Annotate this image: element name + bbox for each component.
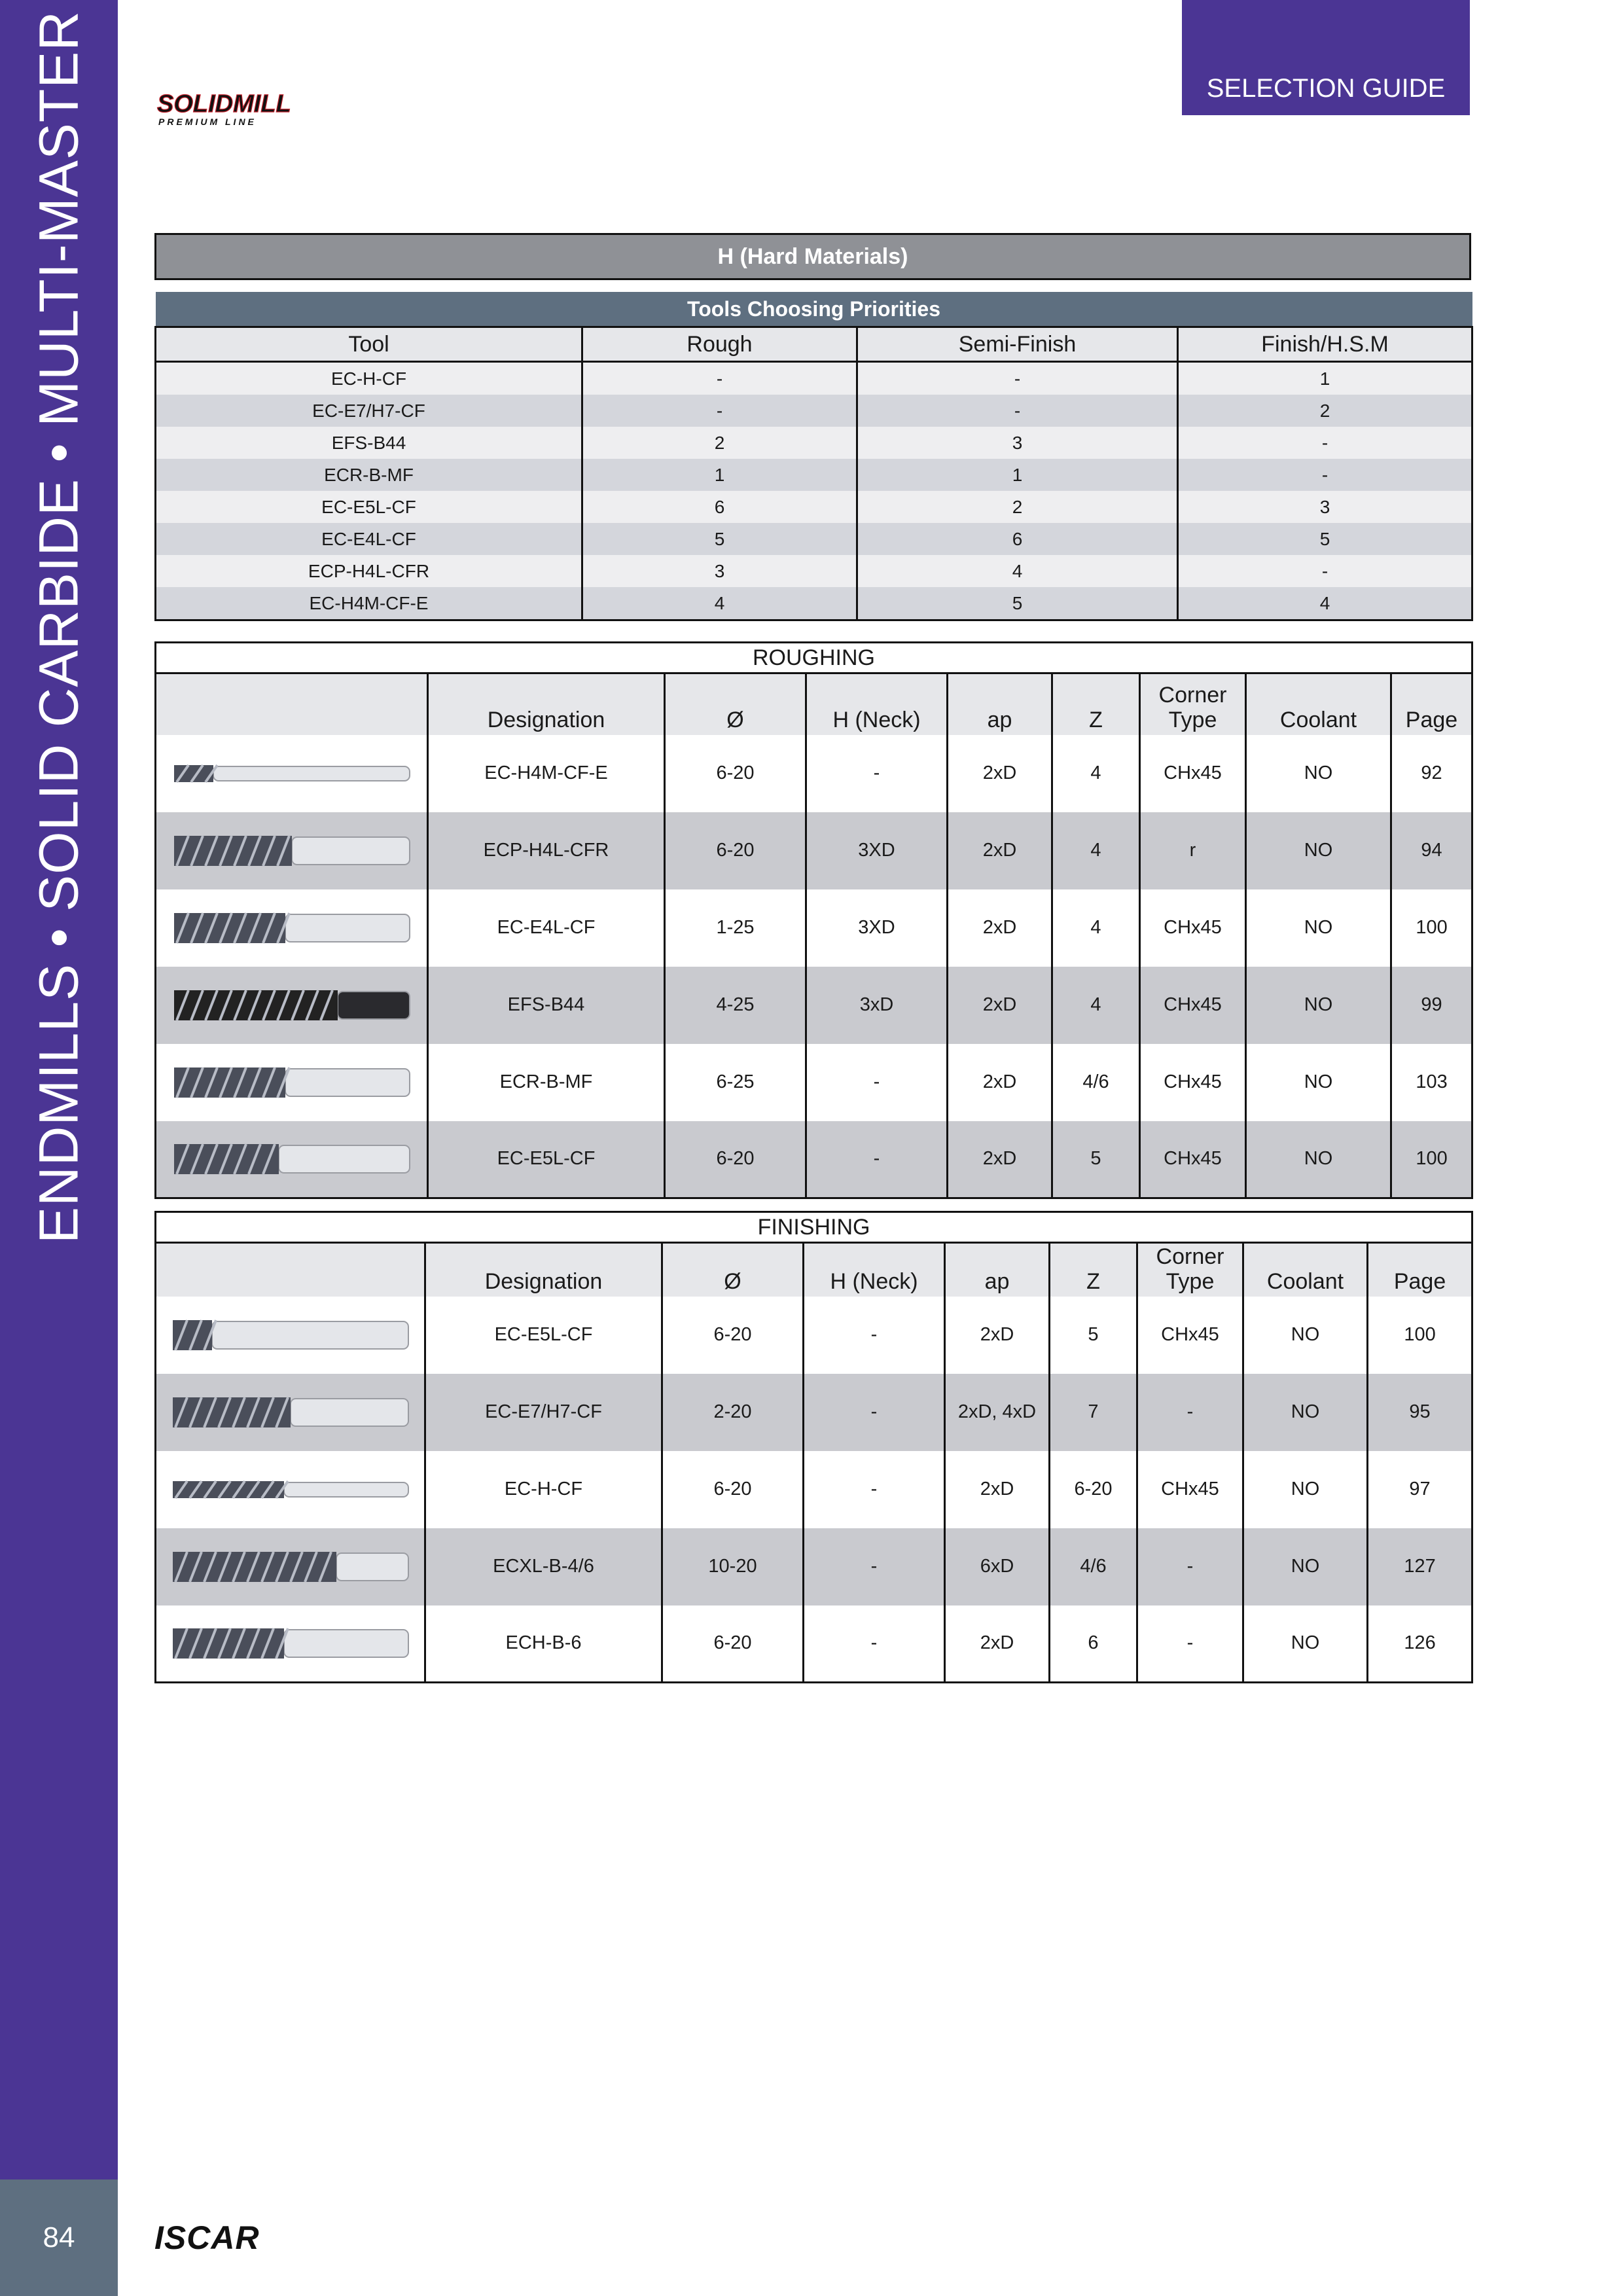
sidebar-title: ENDMILLS • SOLID CARBIDE • MULTI-MASTER: [27, 10, 90, 1244]
table-cell: -: [857, 362, 1178, 395]
table-cell: NO: [1246, 889, 1391, 967]
table-cell: 100: [1391, 889, 1472, 967]
table-cell: -: [857, 395, 1178, 427]
table-cell: NO: [1243, 1374, 1368, 1451]
tool-image-cell: [156, 1374, 425, 1451]
table-cell: 4: [1052, 812, 1140, 889]
column-header: Finish/H.S.M: [1178, 327, 1472, 362]
column-header: Z: [1050, 1243, 1137, 1297]
table-cell: 6: [857, 523, 1178, 555]
endmill-tool-image: [166, 1390, 415, 1435]
table-cell: 4: [857, 555, 1178, 587]
column-header: Corner Type: [1137, 1243, 1243, 1297]
tool-image-cell: [156, 735, 428, 812]
table-cell: EFS-B44: [428, 967, 665, 1044]
table-cell: 100: [1391, 1121, 1472, 1198]
table-cell: EC-E4L-CF: [428, 889, 665, 967]
table-cell: ECXL-B-4/6: [425, 1528, 662, 1605]
table-row: [156, 1374, 1472, 1451]
table-cell: NO: [1246, 812, 1391, 889]
table-row: [156, 1044, 1472, 1121]
selection-guide-tab: [1182, 0, 1470, 115]
table-cell: NO: [1243, 1528, 1368, 1605]
sidebar: [0, 0, 118, 2179]
table-cell: 2xD: [948, 889, 1052, 967]
table-row: [156, 1605, 1472, 1683]
table-cell: EC-H4M-CF-E: [156, 587, 582, 620]
table-cell: 2: [1178, 395, 1472, 427]
table-cell: 5: [1178, 523, 1472, 555]
tool-image-cell: [156, 1605, 425, 1683]
table-cell: 6: [582, 491, 857, 523]
table-cell: -: [1137, 1605, 1243, 1683]
table-cell: 6-20: [665, 812, 806, 889]
table-cell: NO: [1246, 967, 1391, 1044]
table-cell: 6-20: [662, 1605, 804, 1683]
solidmill-logo: [156, 88, 326, 128]
table-row: [156, 967, 1472, 1044]
table-cell: 4: [582, 587, 857, 620]
table-cell: 6-25: [665, 1044, 806, 1121]
table-cell: 6-20: [662, 1297, 804, 1374]
table-cell: 4: [1052, 735, 1140, 812]
table-row: [156, 587, 1472, 620]
table-cell: 2-20: [662, 1374, 804, 1451]
table-cell: 1: [582, 459, 857, 491]
table-cell: EC-H-CF: [425, 1451, 662, 1528]
table-cell: ECH-B-6: [425, 1605, 662, 1683]
roughing-title: ROUGHING: [156, 643, 1472, 673]
column-header: Semi-Finish: [857, 327, 1178, 362]
column-header: H (Neck): [806, 673, 948, 735]
column-header: Rough: [582, 327, 857, 362]
table-row: [156, 1528, 1472, 1605]
table-cell: EC-H4M-CF-E: [428, 735, 665, 812]
table-cell: -: [804, 1451, 945, 1528]
table-cell: 4/6: [1050, 1528, 1137, 1605]
finishing-title: FINISHING: [156, 1212, 1472, 1243]
priorities-table: [154, 292, 1473, 621]
table-row: [156, 523, 1472, 555]
table-cell: 4-25: [665, 967, 806, 1044]
table-cell: 4: [1052, 889, 1140, 967]
table-cell: -: [582, 395, 857, 427]
table-row: [156, 491, 1472, 523]
material-header: [154, 233, 1471, 280]
table-cell: 127: [1368, 1528, 1472, 1605]
table-cell: NO: [1243, 1297, 1368, 1374]
table-row: [156, 362, 1472, 395]
material-title: H (Hard Materials): [717, 243, 908, 269]
table-cell: -: [806, 1044, 948, 1121]
column-header: [156, 1243, 425, 1297]
table-cell: 7: [1050, 1374, 1137, 1451]
table-cell: 2xD: [945, 1605, 1050, 1683]
table-cell: 94: [1391, 812, 1472, 889]
table-cell: NO: [1246, 1044, 1391, 1121]
column-header: Page: [1368, 1243, 1472, 1297]
endmill-tool-image: [166, 1544, 415, 1590]
table-cell: 92: [1391, 735, 1472, 812]
column-header: Designation: [425, 1243, 662, 1297]
table-cell: r: [1140, 812, 1246, 889]
table-cell: 5: [857, 587, 1178, 620]
table-cell: 3xD: [806, 967, 948, 1044]
table-cell: 2: [582, 427, 857, 459]
table-cell: NO: [1243, 1605, 1368, 1683]
tool-image-cell: [156, 1297, 425, 1374]
table-cell: EC-E5L-CF: [428, 1121, 665, 1198]
column-header: Coolant: [1246, 673, 1391, 735]
table-row: [156, 812, 1472, 889]
table-cell: -: [804, 1605, 945, 1683]
table-row: [156, 395, 1472, 427]
table-row: [156, 1451, 1472, 1528]
column-header: Designation: [428, 673, 665, 735]
endmill-tool-image: [168, 751, 416, 797]
table-cell: 2xD: [948, 1044, 1052, 1121]
table-cell: CHx45: [1137, 1297, 1243, 1374]
table-cell: NO: [1246, 735, 1391, 812]
table-row: [156, 427, 1472, 459]
finishing-table: [154, 1211, 1473, 1683]
endmill-tool-image: [166, 1312, 415, 1358]
table-cell: CHx45: [1137, 1451, 1243, 1528]
column-header: Z: [1052, 673, 1140, 735]
table-cell: -: [804, 1528, 945, 1605]
endmill-tool-image: [168, 982, 416, 1028]
table-cell: 6: [1050, 1605, 1137, 1683]
table-cell: 2xD: [948, 967, 1052, 1044]
table-cell: 2xD: [948, 1121, 1052, 1198]
table-cell: 1: [1178, 362, 1472, 395]
table-cell: 5: [1050, 1297, 1137, 1374]
table-row: [156, 889, 1472, 967]
endmill-tool-image: [168, 905, 416, 951]
table-cell: ECR-B-MF: [428, 1044, 665, 1121]
table-row: [156, 555, 1472, 587]
table-cell: EC-E7/H7-CF: [425, 1374, 662, 1451]
table-cell: 5: [1052, 1121, 1140, 1198]
table-cell: 10-20: [662, 1528, 804, 1605]
table-cell: 99: [1391, 967, 1472, 1044]
table-cell: 4/6: [1052, 1044, 1140, 1121]
column-header: Tool: [156, 327, 582, 362]
endmill-tool-image: [168, 1060, 416, 1105]
endmill-tool-image: [168, 1136, 416, 1182]
table-cell: -: [1178, 459, 1472, 491]
table-cell: CHx45: [1140, 1121, 1246, 1198]
column-header: ap: [945, 1243, 1050, 1297]
table-cell: -: [1137, 1374, 1243, 1451]
table-cell: EC-H-CF: [156, 362, 582, 395]
table-cell: 4: [1178, 587, 1472, 620]
table-row: [156, 1297, 1472, 1374]
logo-text: SOLIDMILL: [157, 90, 291, 118]
priorities-title: Tools Choosing Priorities: [156, 292, 1472, 327]
column-header: Ø: [662, 1243, 804, 1297]
table-cell: -: [804, 1297, 945, 1374]
tool-image-cell: [156, 1451, 425, 1528]
table-cell: CHx45: [1140, 735, 1246, 812]
table-cell: 6-20: [662, 1451, 804, 1528]
endmill-tool-image: [168, 828, 416, 874]
column-header: Ø: [665, 673, 806, 735]
endmill-tool-image: [166, 1621, 415, 1666]
table-cell: EC-E5L-CF: [156, 491, 582, 523]
table-cell: 4: [1052, 967, 1140, 1044]
table-cell: -: [1137, 1528, 1243, 1605]
table-cell: EFS-B44: [156, 427, 582, 459]
table-cell: ECP-H4L-CFR: [428, 812, 665, 889]
table-cell: -: [1178, 555, 1472, 587]
table-cell: 1-25: [665, 889, 806, 967]
table-cell: ECR-B-MF: [156, 459, 582, 491]
table-cell: CHx45: [1140, 967, 1246, 1044]
logo-subtext: PREMIUM LINE: [158, 117, 257, 127]
table-cell: 3XD: [806, 889, 948, 967]
table-cell: 3: [1178, 491, 1472, 523]
table-cell: 2xD, 4xD: [945, 1374, 1050, 1451]
table-cell: -: [582, 362, 857, 395]
tool-image-cell: [156, 967, 428, 1044]
table-cell: CHx45: [1140, 1044, 1246, 1121]
table-cell: NO: [1243, 1451, 1368, 1528]
table-cell: 3XD: [806, 812, 948, 889]
table-cell: 5: [582, 523, 857, 555]
table-cell: 2: [857, 491, 1178, 523]
table-cell: ECP-H4L-CFR: [156, 555, 582, 587]
table-cell: 100: [1368, 1297, 1472, 1374]
roughing-table: [154, 641, 1473, 1199]
tool-image-cell: [156, 889, 428, 967]
table-cell: 3: [857, 427, 1178, 459]
table-cell: 6-20: [665, 735, 806, 812]
column-header: [156, 673, 428, 735]
tool-image-cell: [156, 1528, 425, 1605]
table-row: [156, 1121, 1472, 1198]
tool-image-cell: [156, 812, 428, 889]
column-header: ap: [948, 673, 1052, 735]
table-cell: EC-E4L-CF: [156, 523, 582, 555]
table-row: [156, 459, 1472, 491]
column-header: H (Neck): [804, 1243, 945, 1297]
column-header: Corner Type: [1140, 673, 1246, 735]
table-cell: 97: [1368, 1451, 1472, 1528]
column-header: Page: [1391, 673, 1472, 735]
table-cell: -: [806, 1121, 948, 1198]
table-cell: NO: [1246, 1121, 1391, 1198]
table-row: [156, 735, 1472, 812]
table-cell: 103: [1391, 1044, 1472, 1121]
table-cell: 95: [1368, 1374, 1472, 1451]
table-cell: 2xD: [948, 812, 1052, 889]
table-cell: 6-20: [665, 1121, 806, 1198]
tool-image-cell: [156, 1044, 428, 1121]
table-cell: EC-E7/H7-CF: [156, 395, 582, 427]
table-cell: -: [804, 1374, 945, 1451]
table-cell: 6-20: [1050, 1451, 1137, 1528]
iscar-brand: ISCAR: [154, 2219, 260, 2256]
endmill-tool-image: [166, 1467, 415, 1513]
table-cell: 3: [582, 555, 857, 587]
table-cell: 6xD: [945, 1528, 1050, 1605]
table-cell: -: [806, 735, 948, 812]
table-cell: 2xD: [948, 735, 1052, 812]
table-cell: -: [1178, 427, 1472, 459]
page-number: 84: [0, 2179, 118, 2296]
table-cell: 2xD: [945, 1297, 1050, 1374]
table-cell: CHx45: [1140, 889, 1246, 967]
selection-guide-label: SELECTION GUIDE: [1206, 74, 1446, 103]
table-cell: EC-E5L-CF: [425, 1297, 662, 1374]
table-cell: 2xD: [945, 1451, 1050, 1528]
tool-image-cell: [156, 1121, 428, 1198]
table-cell: 1: [857, 459, 1178, 491]
table-cell: 126: [1368, 1605, 1472, 1683]
column-header: Coolant: [1243, 1243, 1368, 1297]
